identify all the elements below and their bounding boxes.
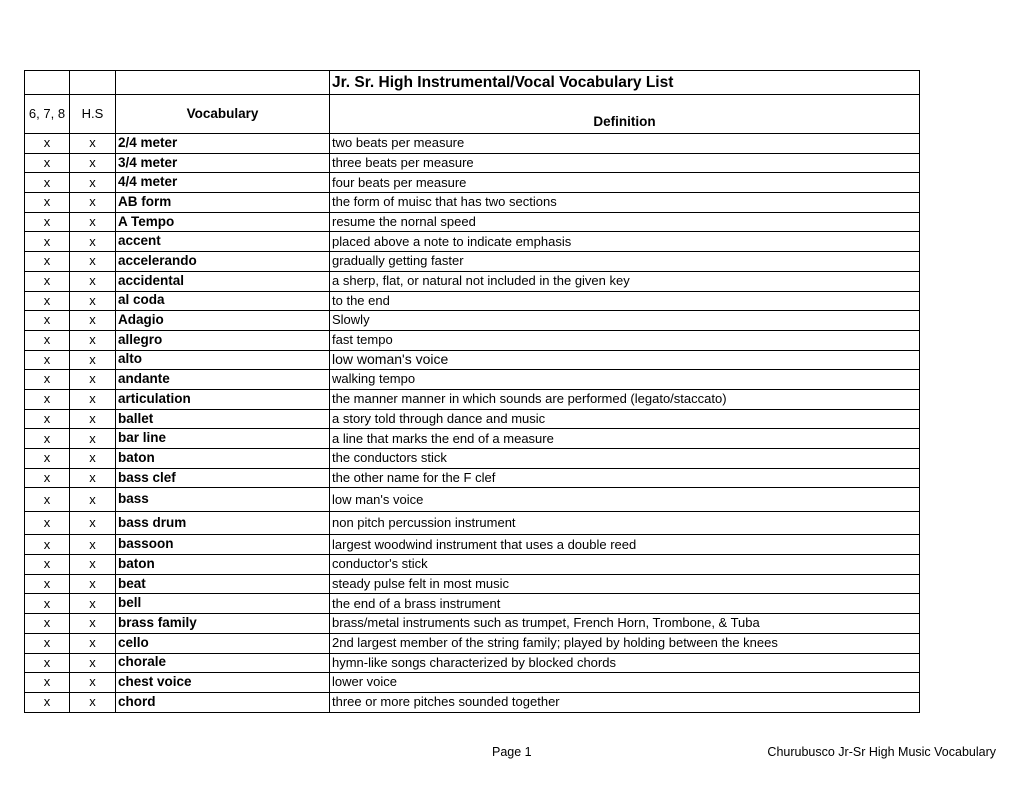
vocabulary-term-cell: cello — [116, 633, 330, 653]
grade-mark-cell: x — [25, 673, 70, 693]
table-row — [25, 555, 920, 575]
hs-mark-cell: x — [70, 173, 116, 193]
grade-mark-cell: x — [25, 370, 70, 390]
grade-mark-cell: x — [25, 574, 70, 594]
grade-mark-cell: x — [25, 291, 70, 311]
vocabulary-term-cell: AB form — [116, 193, 330, 213]
table-row — [25, 291, 920, 311]
definition-cell: largest woodwind instrument that uses a double reed — [330, 535, 920, 555]
definition-cell: to the end — [330, 291, 920, 311]
table-row — [25, 614, 920, 634]
title-row — [25, 71, 920, 95]
definition-cell: resume the nornal speed — [330, 212, 920, 232]
vocabulary-term-cell: ballet — [116, 409, 330, 429]
grade-mark-cell: x — [25, 555, 70, 575]
definition-column-header: Definition — [330, 95, 920, 134]
table-row — [25, 134, 920, 154]
column-header-row — [25, 95, 920, 134]
grade-mark-cell: x — [25, 594, 70, 614]
table-row — [25, 370, 920, 390]
grade-mark-cell: x — [25, 193, 70, 213]
hs-mark-cell: x — [70, 271, 116, 291]
vocabulary-term-cell: andante — [116, 370, 330, 390]
vocabulary-term-cell: articulation — [116, 389, 330, 409]
hs-mark-cell: x — [70, 291, 116, 311]
definition-cell: a line that marks the end of a measure — [330, 429, 920, 449]
vocabulary-term-cell: Adagio — [116, 311, 330, 331]
table-row — [25, 574, 920, 594]
hs-mark-cell: x — [70, 134, 116, 154]
grade-mark-cell: x — [25, 173, 70, 193]
hs-mark-cell: x — [70, 252, 116, 272]
vocabulary-term-cell: chord — [116, 692, 330, 712]
grade-mark-cell: x — [25, 614, 70, 634]
grades-column-header: 6, 7, 8 — [25, 95, 70, 134]
grade-mark-cell: x — [25, 134, 70, 154]
definition-cell: hymn-like songs characterized by blocked chords — [330, 653, 920, 673]
hs-mark-cell: x — [70, 535, 116, 555]
table-row — [25, 673, 920, 693]
table-row — [25, 153, 920, 173]
definition-cell: four beats per measure — [330, 173, 920, 193]
grade-mark-cell: x — [25, 633, 70, 653]
hs-mark-cell: x — [70, 409, 116, 429]
hs-mark-cell: x — [70, 468, 116, 488]
vocabulary-term-cell: 3/4 meter — [116, 153, 330, 173]
table-title: Jr. Sr. High Instrumental/Vocal Vocabulary List — [330, 71, 920, 95]
hs-mark-cell: x — [70, 614, 116, 634]
vocabulary-term-cell: bassoon — [116, 535, 330, 555]
vocabulary-term-cell: al coda — [116, 291, 330, 311]
hs-mark-cell: x — [70, 429, 116, 449]
definition-cell: low man's voice — [330, 488, 920, 512]
hs-mark-cell: x — [70, 389, 116, 409]
definition-cell: lower voice — [330, 673, 920, 693]
definition-cell: the end of a brass instrument — [330, 594, 920, 614]
table-row — [25, 330, 920, 350]
definition-cell: fast tempo — [330, 330, 920, 350]
table-row — [25, 449, 920, 469]
hs-mark-cell: x — [70, 449, 116, 469]
blank-cell — [25, 71, 70, 95]
hs-mark-cell: x — [70, 633, 116, 653]
grade-mark-cell: x — [25, 311, 70, 331]
table-row — [25, 311, 920, 331]
vocabulary-term-cell: chest voice — [116, 673, 330, 693]
definition-cell: walking tempo — [330, 370, 920, 390]
definition-cell: a story told through dance and music — [330, 409, 920, 429]
grade-mark-cell: x — [25, 409, 70, 429]
vocabulary-term-cell: accidental — [116, 271, 330, 291]
vocabulary-term-cell: bass drum — [116, 512, 330, 535]
grade-mark-cell: x — [25, 389, 70, 409]
vocabulary-term-cell: baton — [116, 555, 330, 575]
table-row — [25, 193, 920, 213]
table-row — [25, 252, 920, 272]
table-row — [25, 429, 920, 449]
hs-mark-cell: x — [70, 330, 116, 350]
table-row — [25, 350, 920, 370]
definition-cell: the conductors stick — [330, 449, 920, 469]
hs-mark-cell: x — [70, 153, 116, 173]
vocabulary-table — [24, 70, 920, 713]
hs-mark-cell: x — [70, 555, 116, 575]
vocabulary-term-cell: bass clef — [116, 468, 330, 488]
vocabulary-rows — [25, 134, 920, 713]
grade-mark-cell: x — [25, 468, 70, 488]
hs-mark-cell: x — [70, 311, 116, 331]
vocabulary-term-cell: bar line — [116, 429, 330, 449]
hs-mark-cell: x — [70, 574, 116, 594]
definition-cell: 2nd largest member of the string family; played by holding between the knees — [330, 633, 920, 653]
table-row — [25, 488, 920, 512]
hs-mark-cell: x — [70, 692, 116, 712]
grade-mark-cell: x — [25, 330, 70, 350]
table-row — [25, 468, 920, 488]
vocabulary-term-cell: accent — [116, 232, 330, 252]
hs-mark-cell: x — [70, 232, 116, 252]
table-row — [25, 232, 920, 252]
vocabulary-column-header: Vocabulary — [116, 95, 330, 134]
vocabulary-term-cell: bell — [116, 594, 330, 614]
hs-mark-cell: x — [70, 193, 116, 213]
grade-mark-cell: x — [25, 252, 70, 272]
definition-cell: conductor's stick — [330, 555, 920, 575]
hs-mark-cell: x — [70, 653, 116, 673]
vocabulary-term-cell: 2/4 meter — [116, 134, 330, 154]
grade-mark-cell: x — [25, 232, 70, 252]
table-row — [25, 633, 920, 653]
definition-cell: steady pulse felt in most music — [330, 574, 920, 594]
document-footer-title: Churubusco Jr-Sr High Music Vocabulary — [767, 745, 996, 759]
definition-cell: the manner manner in which sounds are performed (legato/staccato) — [330, 389, 920, 409]
vocabulary-term-cell: 4/4 meter — [116, 173, 330, 193]
definition-cell: the other name for the F clef — [330, 468, 920, 488]
table-row — [25, 512, 920, 535]
vocabulary-term-cell: beat — [116, 574, 330, 594]
blank-cell — [116, 71, 330, 95]
vocabulary-term-cell: chorale — [116, 653, 330, 673]
vocabulary-term-cell: alto — [116, 350, 330, 370]
hs-mark-cell: x — [70, 594, 116, 614]
table-row — [25, 535, 920, 555]
hs-mark-cell: x — [70, 512, 116, 535]
definition-cell: three or more pitches sounded together — [330, 692, 920, 712]
table-row — [25, 692, 920, 712]
hs-mark-cell: x — [70, 488, 116, 512]
definition-cell: non pitch percussion instrument — [330, 512, 920, 535]
grade-mark-cell: x — [25, 653, 70, 673]
table-row — [25, 271, 920, 291]
grade-mark-cell: x — [25, 692, 70, 712]
vocabulary-term-cell: bass — [116, 488, 330, 512]
hs-mark-cell: x — [70, 370, 116, 390]
table-row — [25, 173, 920, 193]
vocabulary-term-cell: allegro — [116, 330, 330, 350]
hs-mark-cell: x — [70, 350, 116, 370]
grade-mark-cell: x — [25, 488, 70, 512]
page-number: Page 1 — [492, 745, 532, 759]
grade-mark-cell: x — [25, 535, 70, 555]
vocabulary-term-cell: brass family — [116, 614, 330, 634]
grade-mark-cell: x — [25, 429, 70, 449]
definition-cell: a sherp, flat, or natural not included in the given key — [330, 271, 920, 291]
hs-mark-cell: x — [70, 212, 116, 232]
definition-cell: gradually getting faster — [330, 252, 920, 272]
definition-cell: brass/metal instruments such as trumpet, French Horn, Trombone, & Tuba — [330, 614, 920, 634]
table-row — [25, 594, 920, 614]
table-row — [25, 653, 920, 673]
definition-cell: three beats per measure — [330, 153, 920, 173]
definition-cell: the form of muisc that has two sections — [330, 193, 920, 213]
blank-cell — [70, 71, 116, 95]
table-row — [25, 389, 920, 409]
table-row — [25, 409, 920, 429]
grade-mark-cell: x — [25, 153, 70, 173]
grade-mark-cell: x — [25, 271, 70, 291]
definition-cell: low woman's voice — [330, 350, 920, 370]
hs-mark-cell: x — [70, 673, 116, 693]
vocabulary-term-cell: accelerando — [116, 252, 330, 272]
definition-cell: two beats per measure — [330, 134, 920, 154]
table-row — [25, 212, 920, 232]
definition-cell: placed above a note to indicate emphasis — [330, 232, 920, 252]
hs-column-header: H.S — [70, 95, 116, 134]
grade-mark-cell: x — [25, 350, 70, 370]
vocabulary-term-cell: A Tempo — [116, 212, 330, 232]
grade-mark-cell: x — [25, 512, 70, 535]
vocabulary-term-cell: baton — [116, 449, 330, 469]
definition-cell: Slowly — [330, 311, 920, 331]
grade-mark-cell: x — [25, 212, 70, 232]
grade-mark-cell: x — [25, 449, 70, 469]
